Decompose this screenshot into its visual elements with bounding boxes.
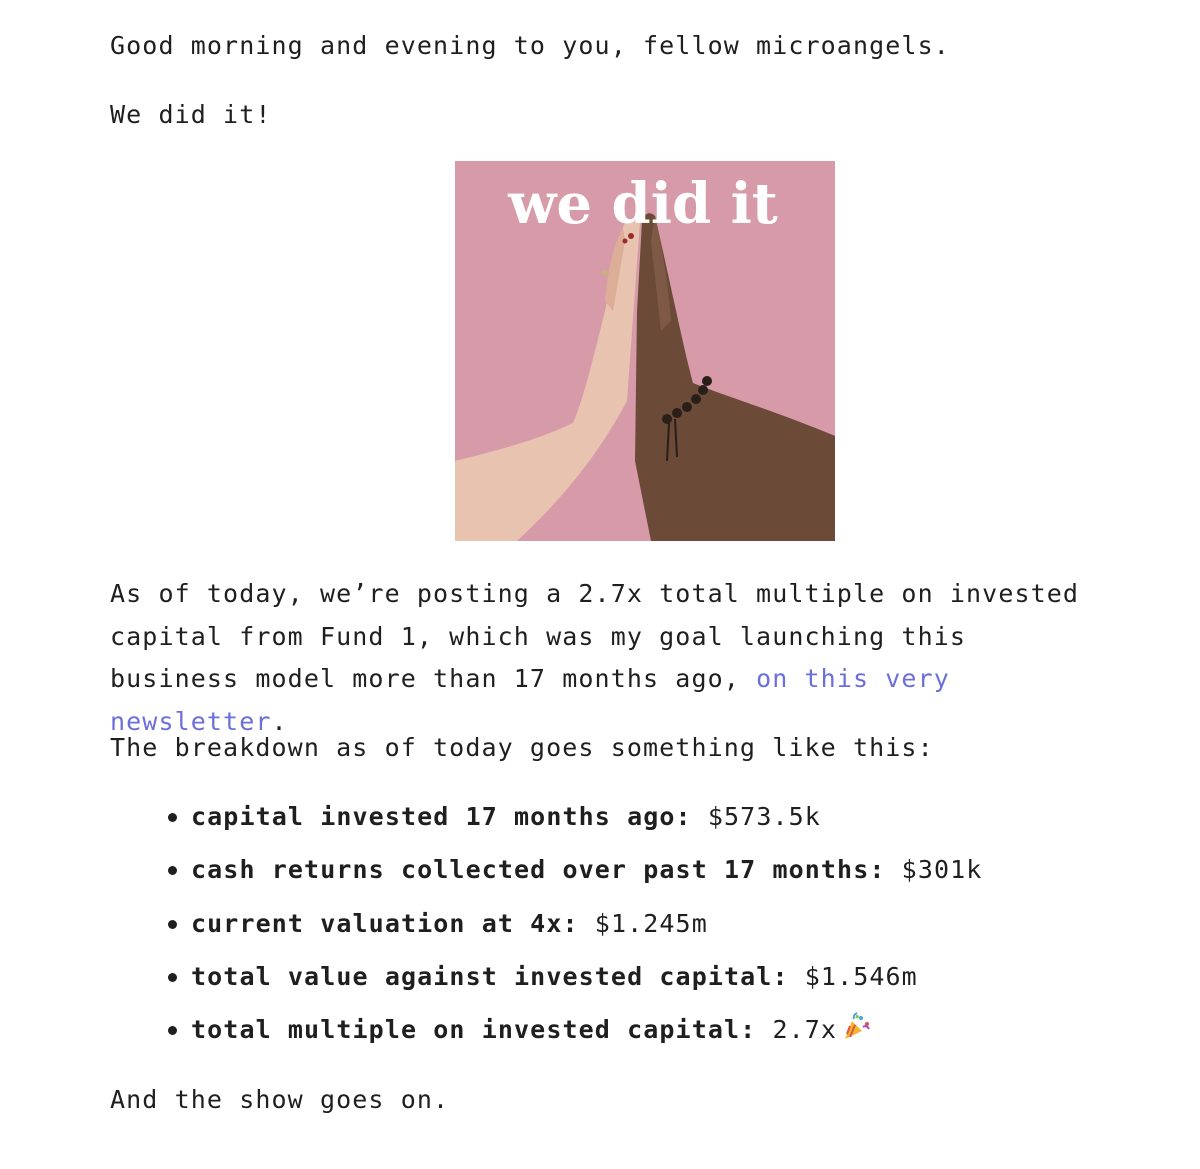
stat-value: $1.245m xyxy=(594,908,708,938)
celebration-paragraph: We did it! xyxy=(110,100,272,129)
stat-label: total value against invested capital: xyxy=(191,961,789,991)
multiple-text-end: . xyxy=(271,706,288,736)
newsletter-link[interactable]: on this very newsletter xyxy=(110,664,950,736)
list-item xyxy=(166,956,982,1009)
greeting-paragraph: Good morning and evening to you, fellow microangels. xyxy=(110,31,950,60)
party-popper-icon xyxy=(841,1012,871,1042)
list-item xyxy=(166,1009,982,1062)
stat-label: current valuation at 4x: xyxy=(191,908,579,938)
high-five-image xyxy=(455,161,835,541)
stat-label: total multiple on invested capital: xyxy=(191,1015,757,1045)
bullet-icon xyxy=(168,813,177,822)
list-item xyxy=(166,796,982,849)
multiple-text: As of today, we’re posting a 2.7x total multiple on invested capital from Fund 1, which was my goal launching this business model more than 17 months ago, xyxy=(110,579,1080,693)
stats-list xyxy=(166,796,982,1062)
bullet-icon xyxy=(168,866,177,875)
breakdown-intro: The breakdown as of today goes something like this: xyxy=(110,733,934,762)
bullet-icon xyxy=(168,973,177,982)
stat-label: cash returns collected over past 17 months: xyxy=(191,855,886,885)
bullet-icon xyxy=(168,1026,177,1035)
stat-value: $301k xyxy=(901,855,983,885)
stat-value: $1.546m xyxy=(804,961,918,991)
stat-value: 2.7x xyxy=(772,1015,838,1045)
multiple-paragraph xyxy=(110,573,1110,743)
bullet-icon xyxy=(168,920,177,929)
stat-label: capital invested 17 months ago: xyxy=(191,802,692,831)
list-item xyxy=(166,903,982,956)
list-item xyxy=(166,849,982,902)
image-caption-text: we did it xyxy=(508,171,778,237)
stat-value: $573.5k xyxy=(707,802,821,831)
outro-paragraph: And the show goes on. xyxy=(110,1085,450,1114)
